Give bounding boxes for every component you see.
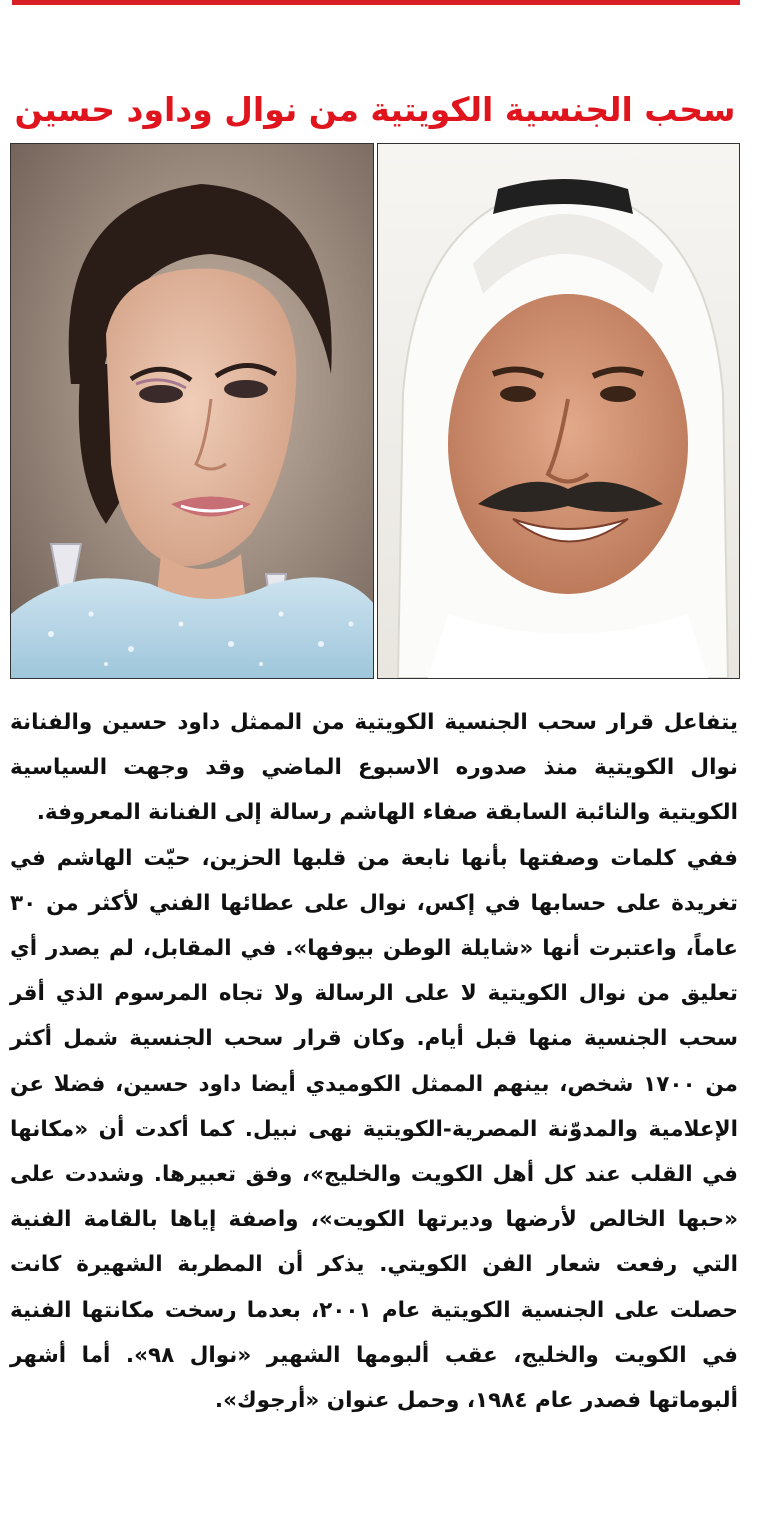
photo-strip xyxy=(10,143,740,677)
article-body xyxy=(10,700,738,1423)
article-paragraph: يتفاعل قرار سحب الجنسية الكويتية من الممثل داود حسين والفنانة نوال الكويتية منذ صدوره الاسبوع الماضي وقد وجهت السياسية الكويتية والنائبة السابقة صفاء الهاشم رسالة إلى الفنانة المعروفة. xyxy=(10,710,738,826)
top-rule xyxy=(12,0,740,5)
headline: سحب الجنسية الكويتية من نوال وداود حسين xyxy=(14,90,736,130)
photo-dawood-hussein xyxy=(377,143,740,679)
article-paragraph: ففي كلمات وصفتها بأنها نابعة من قلبها الحزين، حيّت الهاشم في تغريدة على حسابها في إكس، نوال على عطائها الفني لأكثر من ٣٠ عاماً، واعتبرت أنها «شايلة الوطن بيوفها». في المقابل، لم يصدر أي تعليق من نوال الكويتية لا على الرسالة ولا تجاه المرسوم الذي أقر سحب الجنسية منها قبل أيام. وكان قرار سحب الجنسية شمل أكثر من ١٧٠٠ شخص، بينهم الممثل الكوميدي أيضا داود حسين، فضلا عن الإعلامية والمدوّنة المصرية-الكويتية نهى نبيل. كما أكدت أن «مكانها في القلب عند كل أهل الكويت والخليج»، وفق تعبيرها. وشددت على «حبها الخالص لأرضها وديرتها الكويت»، واصفة إياها بالقامة الفنية التي رفعت شعار الفن الكويتي. يذكر أن المطربة الشهيرة كانت حصلت على الجنسية الكويتية عام ٢٠٠١، بعدما رسخت مكانتها الفنية في الكويت والخليج، عقب ألبومها الشهير «نوال ٩٨». أما أشهر ألبوماتها فصدر عام ١٩٨٤، وحمل عنوان «أرجوك». xyxy=(10,845,738,1414)
photo-nawal-alkuwaitia xyxy=(10,143,374,679)
